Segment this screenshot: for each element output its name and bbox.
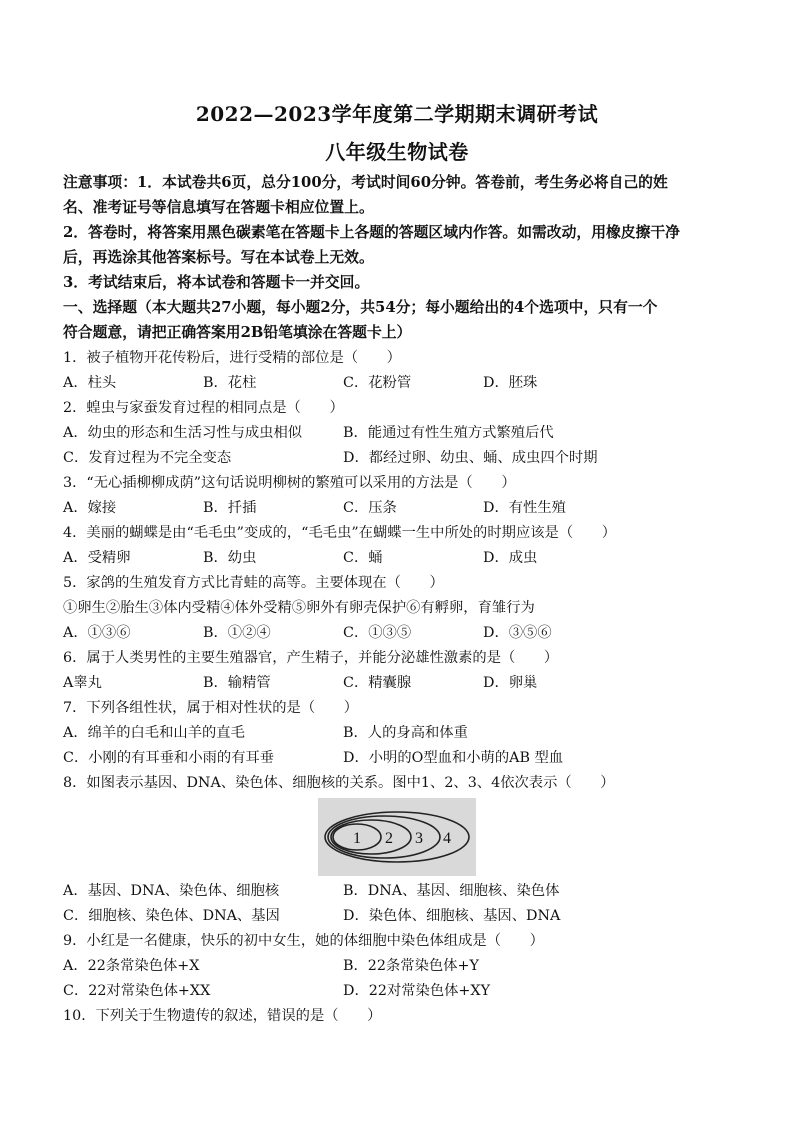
- exam-subtitle: 八年级生物试卷: [325, 140, 469, 164]
- question-options: [63, 907, 743, 925]
- question-options: [63, 674, 743, 692]
- option-b: B．人的身高和体重: [343, 725, 468, 741]
- question-stem: 6．属于人类男性的主要生殖器官，产生精子，并能分泌雄性激素的是（ ）: [63, 650, 559, 666]
- option-a: A．22条常染色体+X: [63, 958, 200, 974]
- section-heading-b: 符合题意，请把正确答案用2B铅笔填涂在答题卡上）: [63, 324, 412, 341]
- option-c: C．花粉管: [343, 375, 412, 391]
- question-statements: ①卵生②胎生③体内受精④体外受精⑤卵外有卵壳保护⑥有孵卵，育雏行为: [63, 600, 535, 616]
- option-d: D．染色体、细胞核、基因、DNA: [343, 908, 561, 924]
- question-options: [63, 957, 743, 975]
- option-d: D．22对常染色体+XY: [343, 983, 491, 999]
- option-a: A．幼虫的形态和生活习性与成虫相似: [63, 425, 303, 441]
- option-d: D．有性生殖: [483, 500, 566, 516]
- option-a: A．柱头: [63, 375, 117, 391]
- option-d: D．成虫: [483, 550, 538, 566]
- option-a: A睾丸: [63, 675, 102, 691]
- option-c: C．压条: [343, 500, 397, 516]
- option-d: D．都经过卵、幼虫、蛹、成虫四个时期: [343, 450, 598, 466]
- option-b: B．幼虫: [203, 550, 257, 566]
- option-a: A．基因、DNA、染色体、细胞核: [63, 883, 280, 899]
- option-b: B．输精管: [203, 675, 271, 691]
- question-options: [63, 982, 743, 1000]
- option-c: C．22对常染色体+XX: [63, 983, 211, 999]
- notes-line-1a: 注意事项：1．本试卷共6页，总分100分，考试时间60分钟。答卷前，考生务必将自己的姓: [63, 174, 668, 191]
- question-options: [63, 882, 743, 900]
- notes-line-3: 3．考试结束后，将本试卷和答题卡一并交回。: [63, 274, 370, 291]
- question-options: [63, 424, 743, 442]
- notes-line-1b: 名、准考证号等信息填写在答题卡相应位置上。: [63, 199, 374, 216]
- question-options: [63, 499, 743, 517]
- figure-label-2: 2: [385, 830, 393, 847]
- question-options: [63, 374, 743, 392]
- figure-label-3: 3: [415, 830, 423, 847]
- option-c: C．细胞核、染色体、DNA、基因: [63, 908, 280, 924]
- option-a: A．嫁接: [63, 500, 117, 516]
- option-a: A．绵羊的白毛和山羊的直毛: [63, 725, 245, 741]
- figure-label-4: 4: [443, 830, 451, 847]
- ellipse-2: [331, 820, 411, 854]
- question-options: [63, 724, 743, 742]
- option-b: B．扦插: [203, 500, 257, 516]
- question-options: [63, 449, 743, 467]
- ellipse-3: [328, 816, 440, 858]
- question-stem: 10．下列关于生物遗传的叙述，错误的是（ ）: [63, 1008, 382, 1024]
- question-options: [63, 549, 743, 567]
- option-b: B．DNA、基因、细胞核、染色体: [343, 883, 560, 899]
- option-b: B．①②④: [203, 625, 271, 641]
- notes-line-2b: 后，再选涂其他答案标号。写在本试卷上无效。: [63, 249, 374, 266]
- option-b: B．能通过有性生殖方式繁殖后代: [343, 425, 554, 441]
- section-heading-a: 一、选择题（本大题共27小题，每小题2分，共54分；每小题给出的4个选项中，只有一个: [63, 299, 658, 316]
- option-c: C．小刚的有耳垂和小雨的有耳垂: [63, 750, 275, 766]
- question-stem: 8．如图表示基因、DNA、染色体、细胞核的关系。图中1、2、3、4依次表示（ ）: [63, 775, 615, 791]
- option-c: C．发育过程为不完全变态: [63, 450, 232, 466]
- question-stem: 5．家鸽的生殖发育方式比青蛙的高等。主要体现在（ ）: [63, 575, 444, 591]
- question-stem: 9．小红是一名健康，快乐的初中女生，她的体细胞中染色体组成是（ ）: [63, 933, 544, 949]
- option-b: B．22条常染色体+Y: [343, 958, 479, 974]
- question-stem: 7．下列各组性状，属于相对性状的是（ ）: [63, 700, 359, 716]
- exam-title: 2022—2023学年度第二学期期末调研考试: [195, 102, 599, 126]
- option-c: C．精囊腺: [343, 675, 412, 691]
- option-d: D．胚珠: [483, 375, 538, 391]
- nested-ellipses-diagram: [318, 798, 476, 876]
- option-c: C．①③⑤: [343, 625, 412, 641]
- question-options: [63, 624, 743, 642]
- option-a: A．①③⑥: [63, 625, 131, 641]
- question-stem: 4．美丽的蝴蝶是由“毛毛虫”变成的，“毛毛虫”在蝴蝶一生中所处的时期应该是（ ）: [63, 525, 617, 541]
- option-d: D．③⑤⑥: [483, 625, 552, 641]
- question-options: [63, 749, 743, 767]
- option-a: A．受精卵: [63, 550, 131, 566]
- figure-label-1: 1: [353, 830, 361, 847]
- nested-ellipses-figure: [318, 798, 476, 876]
- option-c: C．蛹: [343, 550, 383, 566]
- option-d: D．卵巢: [483, 675, 538, 691]
- question-stem: 1．被子植物开花传粉后，进行受精的部位是（ ）: [63, 350, 401, 366]
- option-d: D．小明的O型血和小萌的AB 型血: [343, 750, 564, 766]
- question-stem: 3．“无心插柳柳成荫”这句话说明柳树的繁殖可以采用的方法是（ ）: [63, 475, 516, 491]
- notes-line-2a: 2．答卷时，将答案用黑色碳素笔在答题卡上各题的答题区域内作答。如需改动，用橡皮擦干净: [63, 224, 680, 241]
- option-b: B．花柱: [203, 375, 257, 391]
- question-stem: 2．蝗虫与家蚕发育过程的相同点是（ ）: [63, 400, 344, 416]
